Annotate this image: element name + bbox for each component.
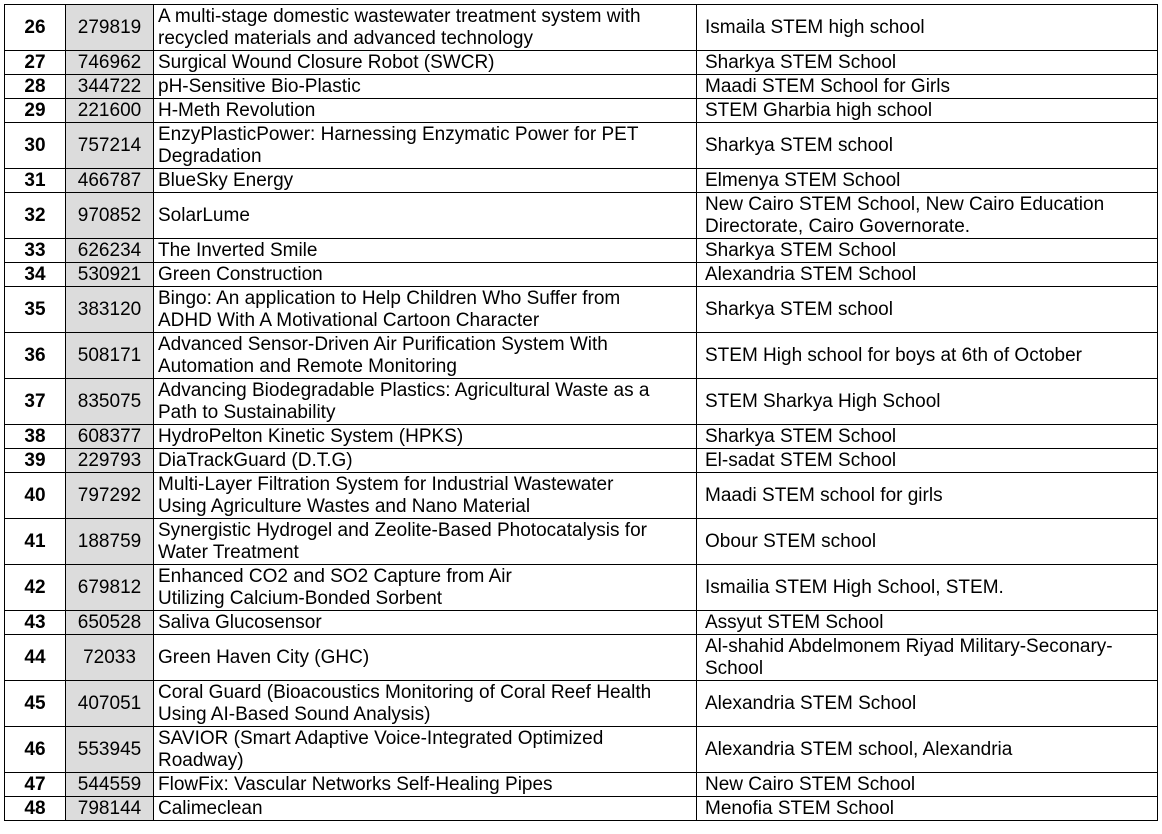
table-row (5, 99, 1158, 123)
school-name-line: Alexandria STEM school, Alexandria (705, 738, 1013, 760)
project-title-line: DiaTrackGuard (D.T.G) (158, 449, 353, 471)
school-name (697, 99, 1158, 123)
row-number: 33 (5, 239, 66, 263)
row-number: 27 (5, 51, 66, 75)
project-code: 553945 (66, 727, 154, 773)
project-title (154, 519, 697, 565)
row-number: 47 (5, 773, 66, 797)
project-title-line: Water Treatment (158, 541, 299, 563)
school-name (697, 379, 1158, 425)
table-row (5, 519, 1158, 565)
row-number: 30 (5, 123, 66, 169)
project-title-line: Advancing Biodegradable Plastics: Agricultural Waste as a (158, 379, 650, 401)
project-title-line: Green Haven City (GHC) (158, 646, 370, 668)
school-name (697, 287, 1158, 333)
school-name (697, 797, 1158, 821)
project-title-line: SAVIOR (Smart Adaptive Voice-Integrated Optimized (158, 727, 604, 749)
school-name-line: Elmenya STEM School (705, 169, 901, 191)
project-code: 530921 (66, 263, 154, 287)
row-number: 37 (5, 379, 66, 425)
project-code: 757214 (66, 123, 154, 169)
project-title-line: HydroPelton Kinetic System (HPKS) (158, 425, 464, 447)
school-name-line: New Cairo STEM School (705, 773, 916, 795)
project-title-line: Utilizing Calcium-Bonded Sorbent (158, 587, 443, 609)
school-name-line: STEM Sharkya High School (705, 390, 941, 412)
project-title (154, 449, 697, 473)
row-number: 38 (5, 425, 66, 449)
table-row (5, 565, 1158, 611)
school-name (697, 473, 1158, 519)
school-name-line: Sharkya STEM School (705, 425, 897, 447)
project-code: 746962 (66, 51, 154, 75)
project-code: 466787 (66, 169, 154, 193)
school-name (697, 193, 1158, 239)
school-name-line: Sharkya STEM School (705, 51, 897, 73)
school-name-line: School (705, 657, 764, 679)
project-title-line: pH-Sensitive Bio-Plastic (158, 75, 361, 97)
row-number: 48 (5, 797, 66, 821)
project-title-line: Synergistic Hydrogel and Zeolite-Based Photocatalysis for (158, 519, 647, 541)
school-name (697, 565, 1158, 611)
school-name-line: Directorate, Cairo Governorate. (705, 215, 971, 237)
project-title-line: Using AI-Based Sound Analysis) (158, 703, 431, 725)
project-code: 650528 (66, 611, 154, 635)
project-title-line: Path to Sustainability (158, 401, 336, 423)
school-name-line: Maadi STEM School for Girls (705, 75, 950, 97)
table-row (5, 263, 1158, 287)
school-name-line: Menofia STEM School (705, 797, 895, 819)
project-title (154, 263, 697, 287)
project-code: 221600 (66, 99, 154, 123)
table-row (5, 797, 1158, 821)
project-title-line: FlowFix: Vascular Networks Self-Healing Pipes (158, 773, 553, 795)
school-name-line: STEM High school for boys at 6th of October (705, 344, 1083, 366)
project-title-line: A multi-stage domestic wastewater treatment system with (158, 5, 641, 27)
project-title-line: Using Agriculture Wastes and Nano Material (158, 495, 531, 517)
school-name-line: Sharkya STEM school (705, 298, 893, 320)
table-row (5, 333, 1158, 379)
project-title-line: Coral Guard (Bioacoustics Monitoring of Coral Reef Health (158, 681, 652, 703)
project-title (154, 565, 697, 611)
table-row (5, 681, 1158, 727)
project-title (154, 51, 697, 75)
row-number: 29 (5, 99, 66, 123)
table-row (5, 635, 1158, 681)
project-title (154, 635, 697, 681)
school-name (697, 123, 1158, 169)
project-title (154, 75, 697, 99)
table-row (5, 193, 1158, 239)
project-title-line: H-Meth Revolution (158, 99, 316, 121)
project-code: 508171 (66, 333, 154, 379)
project-title-line: BlueSky Energy (158, 169, 294, 191)
table-row (5, 425, 1158, 449)
row-number: 46 (5, 727, 66, 773)
table-row (5, 773, 1158, 797)
school-name (697, 75, 1158, 99)
project-title (154, 169, 697, 193)
row-number: 44 (5, 635, 66, 681)
school-name (697, 169, 1158, 193)
project-code: 626234 (66, 239, 154, 263)
project-code: 72033 (66, 635, 154, 681)
row-number: 35 (5, 287, 66, 333)
project-title-line: Enhanced CO2 and SO2 Capture from Air (158, 565, 512, 587)
row-number: 32 (5, 193, 66, 239)
project-code: 608377 (66, 425, 154, 449)
table-row (5, 75, 1158, 99)
school-name (697, 5, 1158, 51)
project-title (154, 333, 697, 379)
project-code: 797292 (66, 473, 154, 519)
project-code: 279819 (66, 5, 154, 51)
project-title-line: Calimeclean (158, 797, 263, 819)
school-name-line: Obour STEM school (705, 530, 877, 552)
project-title (154, 123, 697, 169)
project-code: 544559 (66, 773, 154, 797)
project-code: 188759 (66, 519, 154, 565)
school-name (697, 449, 1158, 473)
row-number: 43 (5, 611, 66, 635)
row-number: 41 (5, 519, 66, 565)
project-code: 798144 (66, 797, 154, 821)
row-number: 34 (5, 263, 66, 287)
school-name (697, 263, 1158, 287)
project-title (154, 473, 697, 519)
table-row (5, 611, 1158, 635)
project-code: 383120 (66, 287, 154, 333)
school-name-line: Ismailia STEM High School, STEM. (705, 576, 1004, 598)
project-title (154, 773, 697, 797)
school-name (697, 519, 1158, 565)
table-row (5, 449, 1158, 473)
project-title-line: Automation and Remote Monitoring (158, 355, 457, 377)
project-title (154, 5, 697, 51)
table-body (5, 5, 1158, 821)
row-number: 26 (5, 5, 66, 51)
project-title (154, 239, 697, 263)
row-number: 42 (5, 565, 66, 611)
school-name (697, 333, 1158, 379)
row-number: 28 (5, 75, 66, 99)
school-name-line: Sharkya STEM school (705, 134, 893, 156)
school-name (697, 51, 1158, 75)
project-code: 407051 (66, 681, 154, 727)
project-title-line: Multi-Layer Filtration System for Industrial Wastewater (158, 473, 614, 495)
school-name-line: New Cairo STEM School, New Cairo Education (705, 193, 1105, 215)
project-title-line: Advanced Sensor-Driven Air Purification System With (158, 333, 608, 355)
project-code: 835075 (66, 379, 154, 425)
project-title-line: Roadway) (158, 749, 244, 771)
school-name-line: Alexandria STEM School (705, 263, 917, 285)
project-title-line: Surgical Wound Closure Robot (SWCR) (158, 51, 495, 73)
project-code: 970852 (66, 193, 154, 239)
project-title (154, 611, 697, 635)
row-number: 45 (5, 681, 66, 727)
table-row (5, 379, 1158, 425)
school-name (697, 727, 1158, 773)
school-name (697, 239, 1158, 263)
projects-table (4, 4, 1158, 821)
table-row (5, 473, 1158, 519)
table-row (5, 51, 1158, 75)
school-name (697, 611, 1158, 635)
table-row (5, 727, 1158, 773)
project-code: 229793 (66, 449, 154, 473)
project-title (154, 287, 697, 333)
project-title-line: SolarLume (158, 204, 250, 226)
table-row (5, 123, 1158, 169)
table-row (5, 5, 1158, 51)
project-title (154, 425, 697, 449)
school-name-line: Ismaila STEM high school (705, 16, 925, 38)
school-name-line: Sharkya STEM School (705, 239, 897, 261)
school-name-line: Alexandria STEM School (705, 692, 917, 714)
project-title-line: The Inverted Smile (158, 239, 318, 261)
school-name-line: STEM Gharbia high school (705, 99, 933, 121)
school-name-line: Assyut STEM School (705, 611, 884, 633)
project-code: 344722 (66, 75, 154, 99)
project-title (154, 99, 697, 123)
table-row (5, 239, 1158, 263)
project-title (154, 797, 697, 821)
school-name (697, 681, 1158, 727)
project-title (154, 193, 697, 239)
school-name (697, 425, 1158, 449)
table-row (5, 287, 1158, 333)
row-number: 36 (5, 333, 66, 379)
school-name (697, 635, 1158, 681)
row-number: 31 (5, 169, 66, 193)
table-row (5, 169, 1158, 193)
project-title (154, 727, 697, 773)
project-title (154, 681, 697, 727)
project-code: 679812 (66, 565, 154, 611)
row-number: 40 (5, 473, 66, 519)
project-title-line: EnzyPlasticPower: Harnessing Enzymatic Power for PET (158, 123, 639, 145)
school-name (697, 773, 1158, 797)
project-title-line: Degradation (158, 145, 262, 167)
project-title-line: recycled materials and advanced technology (158, 27, 533, 49)
project-title-line: Bingo: An application to Help Children Who Suffer from (158, 287, 621, 309)
project-title-line: Saliva Glucosensor (158, 611, 322, 633)
school-name-line: El-sadat STEM School (705, 449, 897, 471)
project-title-line: ADHD With A Motivational Cartoon Character (158, 309, 540, 331)
school-name-line: Maadi STEM school for girls (705, 484, 943, 506)
project-title (154, 379, 697, 425)
school-name-line: Al-shahid Abdelmonem Riyad Military-Seconary- (705, 635, 1113, 657)
project-title-line: Green Construction (158, 263, 323, 285)
row-number: 39 (5, 449, 66, 473)
